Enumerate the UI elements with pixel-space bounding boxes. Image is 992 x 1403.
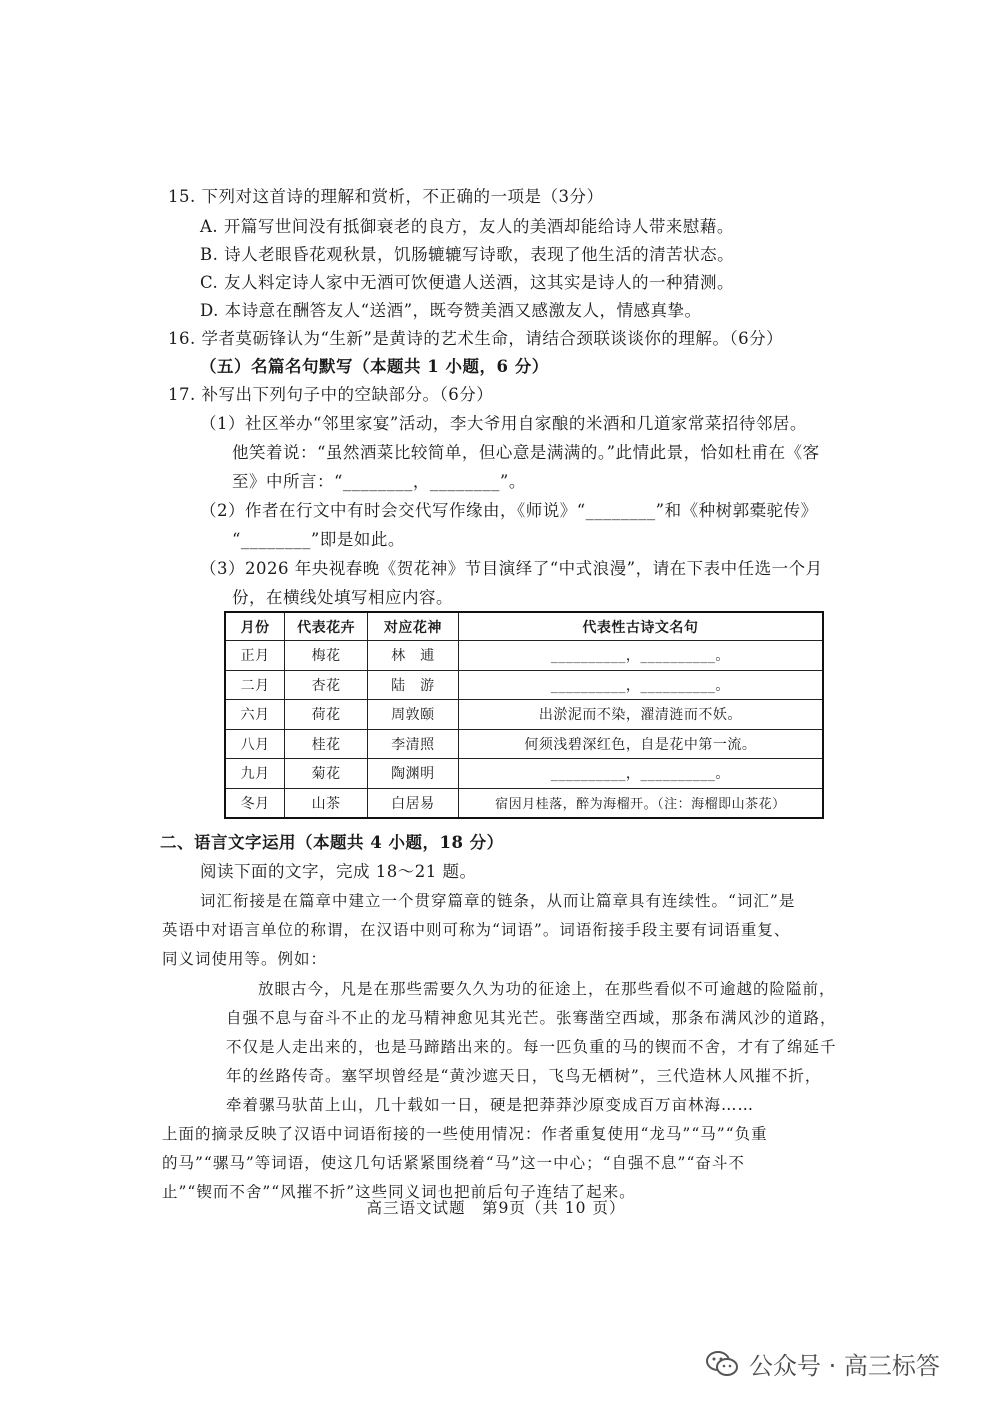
table-cell: 二月 [225, 670, 285, 700]
quote-line-5: 牵着骡马驮苗上山，几十载如一日，硬是把莽莽沙原变成百万亩林海…… [226, 1096, 755, 1114]
table-row [225, 759, 823, 789]
wechat-icon [705, 1349, 739, 1379]
reading-intro: 阅读下面的文字，完成 18～21 题。 [200, 862, 477, 881]
question-16: 16. 学者莫砺锋认为“生新”是黄诗的艺术生命，请结合颈联谈谈你的理解。（6分） [168, 329, 784, 348]
table-header: 对应花神 [367, 612, 458, 641]
section-5-heading: （五）名篇名句默写（本题共 1 小题，6 分） [200, 357, 549, 376]
table-cell: 荷花 [285, 700, 368, 730]
quote-line-4: 年的丝路传奇。塞罕坝曾经是“黄沙遮天日，飞鸟无栖树”，三代造林人风摧不折， [226, 1067, 822, 1085]
table-row [225, 788, 823, 818]
table-cell: 梅花 [285, 641, 368, 671]
quote-line-3: 不仅是人走出来的，也是马蹄踏出来的。每一匹负重的马的锲而不舍，才有了绵延千 [226, 1038, 837, 1056]
table-row [225, 700, 823, 730]
quote-line-2: 自强不息与奋斗不止的龙马精神愈见其光芒。张骞凿空西域，那条布满风沙的道路， [226, 1009, 837, 1027]
passage-line-3: 同义词使用等。例如： [162, 950, 328, 968]
table-cell: 李清照 [367, 729, 458, 759]
table-row [225, 729, 823, 759]
q17-part1-line3: 至》中所言：“________，________”。 [232, 472, 526, 491]
table-cell: 冬月 [225, 788, 285, 818]
quote-line-1: 放眼古今，凡是在那些需要久久为功的征途上，在那些看似不可逾越的险隘前， [258, 980, 836, 998]
q17-part1-line1: （1）社区举办“邻里家宴”活动，李大爷用自家酿的米酒和几道家常菜招待邻居。 [200, 414, 807, 433]
q15-option-c: C. 友人料定诗人家中无酒可饮便遣人送酒，这其实是诗人的一种猜测。 [200, 273, 735, 292]
watermark-text: 公众号 · 高三标答 [749, 1352, 940, 1380]
table-row [225, 670, 823, 700]
question-17-stem: 17. 补写出下列句子中的空缺部分。（6分） [168, 385, 494, 404]
table-cell: 九月 [225, 759, 285, 789]
table-cell: 杏花 [285, 670, 368, 700]
table-header: 代表花卉 [285, 612, 368, 641]
table-header-row [225, 612, 823, 641]
passage-line-2: 英语中对语言单位的称谓，在汉语中则可称为“词语”。词语衔接手段主要有词语重复、 [162, 921, 791, 939]
table-cell: 桂花 [285, 729, 368, 759]
q15-option-a: A. 开篇写世间没有抵御衰老的良方，友人的美酒却能给诗人带来慰藉。 [200, 217, 734, 236]
table-header: 月份 [225, 612, 285, 641]
table-cell: 林 逋 [367, 641, 458, 671]
q17-part1-line2: 他笑着说：“虽然酒菜比较简单，但心意是满满的。”此情此景，恰如杜甫在《客 [232, 443, 820, 462]
table-cell: 周敦颐 [367, 700, 458, 730]
flower-god-table [224, 611, 824, 819]
table-cell: 菊花 [285, 759, 368, 789]
table-cell: __________，__________。 [458, 759, 823, 789]
table-cell: 出淤泥而不染，濯清涟而不妖。 [458, 700, 823, 730]
q17-part2-line2: “________”即是如此。 [232, 530, 405, 549]
table-cell: 陶渊明 [367, 759, 458, 789]
q15-option-d: D. 本诗意在酬答友人“送酒”，既夸赞美酒又感激友人，情感真挚。 [200, 301, 702, 320]
q17-part2-line1: （2）作者在行文中有时会交代写作缘由，《师说》“________”和《种树郭橐驼传》 [200, 501, 818, 520]
question-15-stem: 15. 下列对这首诗的理解和赏析，不正确的一项是（3分） [168, 187, 604, 206]
analysis-line-3: 止”“锲而不舍”“风摧不折”这些同义词也把前后句子连结了起来。 [162, 1183, 636, 1201]
table-cell: 白居易 [367, 788, 458, 818]
table-row [225, 641, 823, 671]
analysis-line-1: 上面的摘录反映了汉语中词语衔接的一些使用情况：作者重复使用“龙马”“马”“负重 [162, 1125, 768, 1143]
table-cell: 宿因月桂落，醉为海榴开。（注：海榴即山茶花） [458, 788, 823, 818]
passage-line-1: 词汇衔接是在篇章中建立一个贯穿篇章的链条，从而让篇章具有连续性。“词汇”是 [200, 892, 796, 910]
analysis-line-2: 的马”“骡马”等词语，使这几句话紧紧围绕着“马”这一中心；“自强不息”“奋斗不 [162, 1154, 745, 1172]
table-cell: 八月 [225, 729, 285, 759]
table-cell: __________，__________。 [458, 641, 823, 671]
table-cell: 六月 [225, 700, 285, 730]
section-2-heading: 二、语言文字运用（本题共 4 小题，18 分） [160, 833, 504, 852]
q17-part3-line2: 份，在横线处填写相应内容。 [232, 588, 453, 607]
table-cell: 陆 游 [367, 670, 458, 700]
q17-part3-line1: （3）2026 年央视春晚《贺花神》节目演绎了“中式浪漫”，请在下表中任选一个月 [200, 559, 823, 578]
table-cell: 山茶 [285, 788, 368, 818]
table-cell: __________，__________。 [458, 670, 823, 700]
q15-option-b: B. 诗人老眼昏花观秋景，饥肠辘辘写诗歌，表现了他生活的清苦状态。 [200, 245, 735, 264]
page-footer: 高三语文试题 第9页（共 10 页） [366, 1199, 626, 1217]
table-header: 代表性古诗文名句 [458, 612, 823, 641]
table-cell: 何须浅碧深红色，自是花中第一流。 [458, 729, 823, 759]
table-cell: 正月 [225, 641, 285, 671]
watermark [705, 1346, 940, 1381]
